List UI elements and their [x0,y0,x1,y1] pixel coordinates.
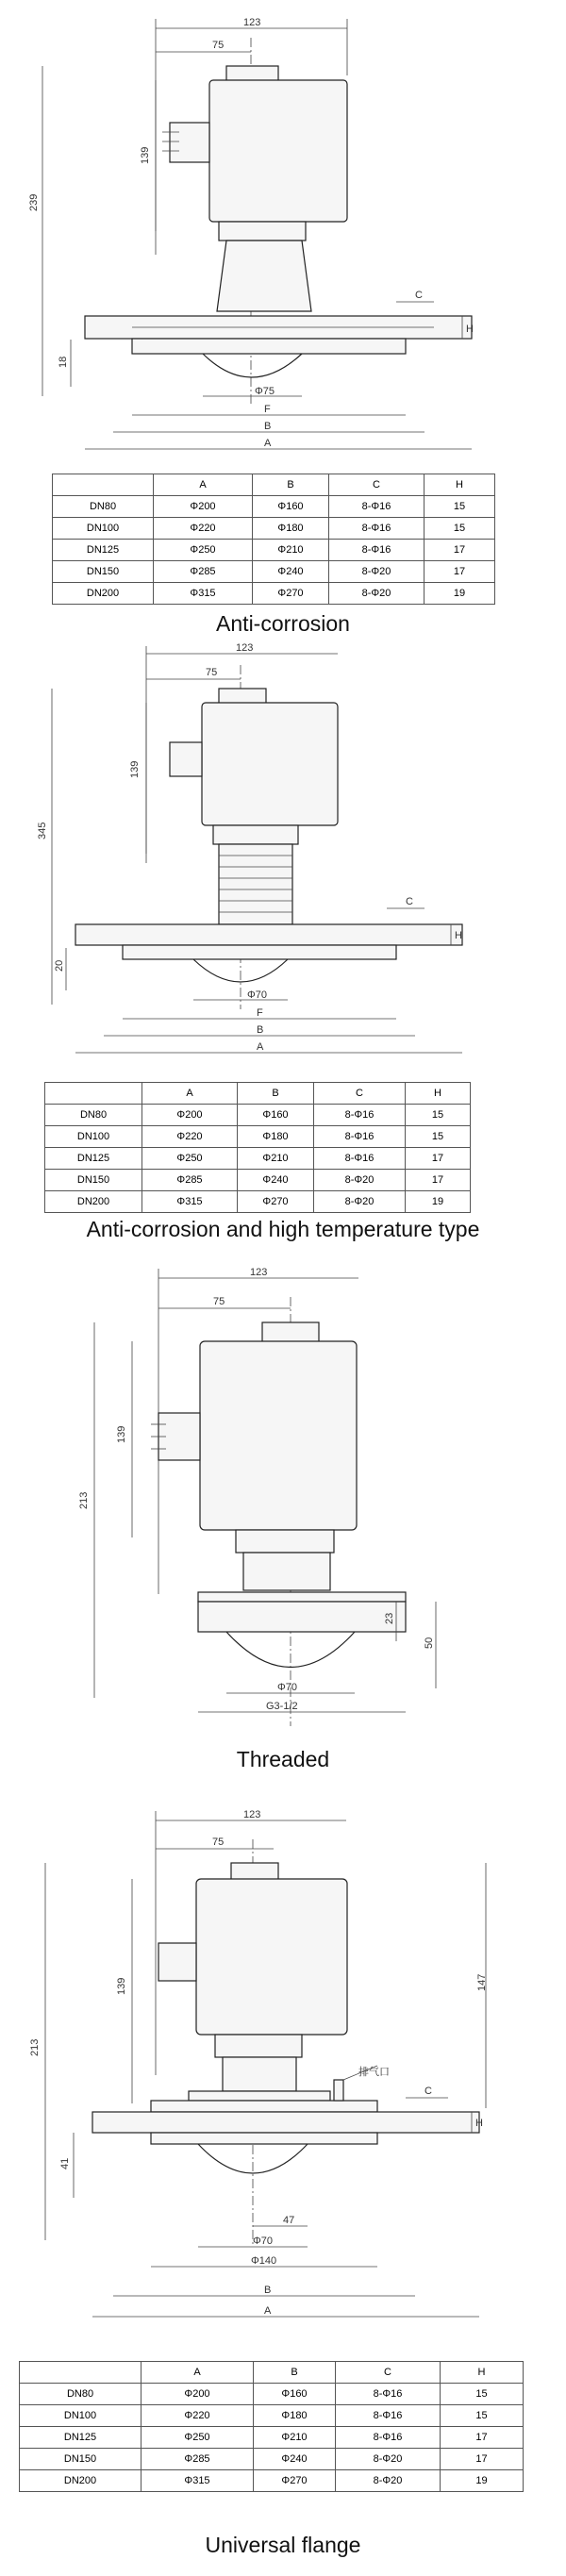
dim-123: 123 [243,17,261,28]
dim-C: C [406,896,413,907]
table-header [20,2362,142,2384]
table-cell: Φ315 [142,2470,254,2492]
table-header [53,474,154,496]
neck [219,222,306,241]
table-cell: Φ270 [253,583,329,605]
flange-lip [151,2133,377,2144]
table-cell: Φ200 [154,496,253,518]
universal-flange-svg [0,1792,566,2335]
table-cell: DN100 [45,1126,142,1148]
dim-75: 75 [206,667,218,678]
dim-phi140: Φ140 [251,2255,277,2267]
vent-port [334,2080,343,2101]
dim-phi75: Φ75 [255,386,275,397]
table-cell: Φ315 [142,1191,238,1213]
table-cell: 15 [406,1126,471,1148]
table-cell: 15 [406,1105,471,1126]
dim-139: 139 [116,1977,127,1995]
table-row [45,1126,471,1148]
table-header: C [314,1083,406,1105]
table-cell: DN125 [53,540,154,561]
swivel-base [151,2101,377,2112]
neck [213,825,298,844]
table-row [53,496,495,518]
table-cell: Φ250 [142,2427,254,2449]
table-header: H [406,1083,471,1105]
table-row [20,2384,524,2405]
caption-threaded: Threaded [236,1747,330,1771]
table-cell: 17 [406,1170,471,1191]
flange-lip [132,339,406,354]
table-row [45,1170,471,1191]
anti-corrosion-svg [0,0,566,462]
dim-123: 123 [250,1267,268,1278]
table-row [53,561,495,583]
table-cell: 19 [424,583,495,605]
caption-high-temperature: Anti-corrosion and high temperature type [86,1217,480,1241]
dim-345: 345 [37,822,48,839]
table-cell: Φ220 [142,2405,254,2427]
table-cell: Φ315 [154,583,253,605]
table-header: C [336,2362,441,2384]
table-header: B [253,474,329,496]
table-header: A [154,474,253,496]
cable-gland [170,123,209,162]
table-header: B [238,1083,314,1105]
antenna-dome [203,354,302,377]
dim-phi70: Φ70 [277,1682,298,1693]
table-cell: 8-Φ16 [314,1126,406,1148]
dim-147: 147 [476,1973,488,1991]
table-cell: 8-Φ16 [329,540,424,561]
table-cell: 15 [441,2384,524,2405]
table-cell: 8-Φ20 [314,1170,406,1191]
dim-B: B [264,421,272,432]
table-cell: Φ270 [254,2470,336,2492]
flange-lip [123,945,396,959]
dim-20: 20 [54,959,65,972]
table-cell: 8-Φ20 [314,1191,406,1213]
table-header-row [45,1083,471,1105]
table-header-row [53,474,495,496]
table-cell: DN200 [53,583,154,605]
housing [209,80,347,222]
dim-phi70: Φ70 [247,989,268,1001]
table-row [53,518,495,540]
table-cell: Φ240 [238,1170,314,1191]
swivel-ring [189,2091,330,2101]
table-cell: DN100 [20,2405,142,2427]
neck [236,1530,334,1553]
table-cell: DN125 [20,2427,142,2449]
dim-F: F [264,404,271,415]
dim-123: 123 [236,642,254,654]
table-cell: 15 [424,496,495,518]
table-header: B [254,2362,336,2384]
table-cell: Φ240 [254,2449,336,2470]
table-cell: 17 [424,561,495,583]
horn-body [217,241,311,311]
table-cell: 17 [424,540,495,561]
table-cell: DN150 [53,561,154,583]
thread-body [198,1602,406,1632]
table-cell: Φ160 [253,496,329,518]
table-cell: DN100 [53,518,154,540]
dim-H: H [475,2118,483,2129]
table-header-row [20,2362,524,2384]
flange [75,924,462,945]
spec-table-universal-flange [19,2361,524,2492]
table-cell: 19 [406,1191,471,1213]
table-cell: 8-Φ16 [336,2384,441,2405]
table-header: A [142,1083,238,1105]
housing-cap [262,1322,319,1343]
table-row [20,2449,524,2470]
table-cell: Φ285 [142,1170,238,1191]
table-cell: 8-Φ16 [329,518,424,540]
dim-F: F [257,1007,263,1019]
table-cell: Φ180 [253,518,329,540]
table-cell: DN150 [45,1170,142,1191]
table-cell: 8-Φ16 [314,1105,406,1126]
table-cell: Φ200 [142,1105,238,1126]
drawing-anti-corrosion [0,0,566,462]
table-row [53,540,495,561]
dim-A: A [257,1041,264,1053]
table-header: H [441,2362,524,2384]
table-cell: Φ220 [142,1126,238,1148]
dim-B: B [264,2285,272,2296]
dim-50: 50 [424,1637,435,1649]
spec-table-high-temperature [44,1082,471,1213]
dim-41: 41 [59,2157,71,2169]
table-row [45,1191,471,1213]
dim-C: C [424,2086,432,2097]
table-cell: Φ285 [154,561,253,583]
table-cell: 17 [441,2427,524,2449]
table-row [45,1148,471,1170]
dim-239: 239 [28,193,40,211]
neck [215,2035,302,2057]
table-header [45,1083,142,1105]
dim-75: 75 [212,1836,225,1848]
table-row [20,2470,524,2492]
table-cell: Φ210 [253,540,329,561]
dim-75: 75 [213,1296,225,1307]
drawing-universal-flange [0,1792,566,2335]
table-cell: 8-Φ20 [329,561,424,583]
dim-139: 139 [140,146,151,164]
dim-75: 75 [212,40,225,51]
vent-label: 排气口 [358,2067,390,2078]
housing [196,1879,347,2035]
caption-universal-flange: Universal flange [205,2533,361,2557]
table-cell: Φ270 [238,1191,314,1213]
table-header: H [424,474,495,496]
dim-A: A [264,438,272,449]
table-cell: 8-Φ20 [329,583,424,605]
table-cell: Φ250 [154,540,253,561]
table-cell: Φ210 [238,1148,314,1170]
table-cell: DN125 [45,1148,142,1170]
dim-123: 123 [243,1809,261,1820]
table-cell: DN200 [20,2470,142,2492]
adapter [223,2057,296,2091]
table-cell: 8-Φ20 [336,2449,441,2470]
dim-213: 213 [29,2038,41,2056]
table-cell: 8-Φ20 [336,2470,441,2492]
cable-gland [158,1943,196,1981]
spec-table-anti-corrosion [52,474,495,605]
dim-139: 139 [116,1425,127,1443]
table-cell: DN150 [20,2449,142,2470]
housing [200,1341,357,1530]
table-cell: 17 [406,1148,471,1170]
dim-47: 47 [283,2215,295,2226]
table-cell: DN80 [20,2384,142,2405]
table-cell: 19 [441,2470,524,2492]
table-cell: 8-Φ16 [336,2427,441,2449]
table-cell: 8-Φ16 [314,1148,406,1170]
table-cell: 8-Φ16 [336,2405,441,2427]
adapter [243,1553,330,1590]
dim-18: 18 [58,356,69,368]
drawing-threaded [0,1255,566,1745]
dim-139: 139 [129,760,141,778]
table-row [45,1105,471,1126]
table-cell: Φ160 [254,2384,336,2405]
dim-B: B [257,1024,264,1036]
dim-213: 213 [78,1491,90,1509]
hex-nut [198,1592,406,1602]
table-row [53,583,495,605]
threaded-svg [0,1255,566,1745]
table-row [20,2405,524,2427]
table-cell: Φ160 [238,1105,314,1126]
table-cell: DN80 [45,1105,142,1126]
table-row [20,2427,524,2449]
dim-C: C [415,290,423,301]
table-cell: Φ250 [142,1148,238,1170]
table-cell: Φ200 [142,2384,254,2405]
table-cell: 15 [424,518,495,540]
table-cell: 8-Φ16 [329,496,424,518]
flange [92,2112,479,2133]
table-cell: DN200 [45,1191,142,1213]
dim-H: H [455,930,462,941]
housing [202,703,338,825]
table-cell: Φ180 [254,2405,336,2427]
cable-gland [170,742,202,776]
drawing-high-temperature [0,637,566,1066]
dim-thread: G3-1/2 [266,1701,298,1712]
table-cell: 15 [441,2405,524,2427]
table-cell: Φ210 [254,2427,336,2449]
table-header: C [329,474,424,496]
table-cell: Φ180 [238,1126,314,1148]
high-temperature-svg [0,637,566,1066]
table-cell: Φ220 [154,518,253,540]
table-cell: 17 [441,2449,524,2470]
dim-H: H [466,324,474,335]
table-cell: Φ240 [253,561,329,583]
dim-23: 23 [384,1612,395,1624]
table-cell: Φ285 [142,2449,254,2470]
caption-anti-corrosion: Anti-corrosion [216,611,350,636]
dim-A: A [264,2305,272,2317]
table-header: A [142,2362,254,2384]
table-cell: DN80 [53,496,154,518]
dim-phi70: Φ70 [253,2235,274,2247]
